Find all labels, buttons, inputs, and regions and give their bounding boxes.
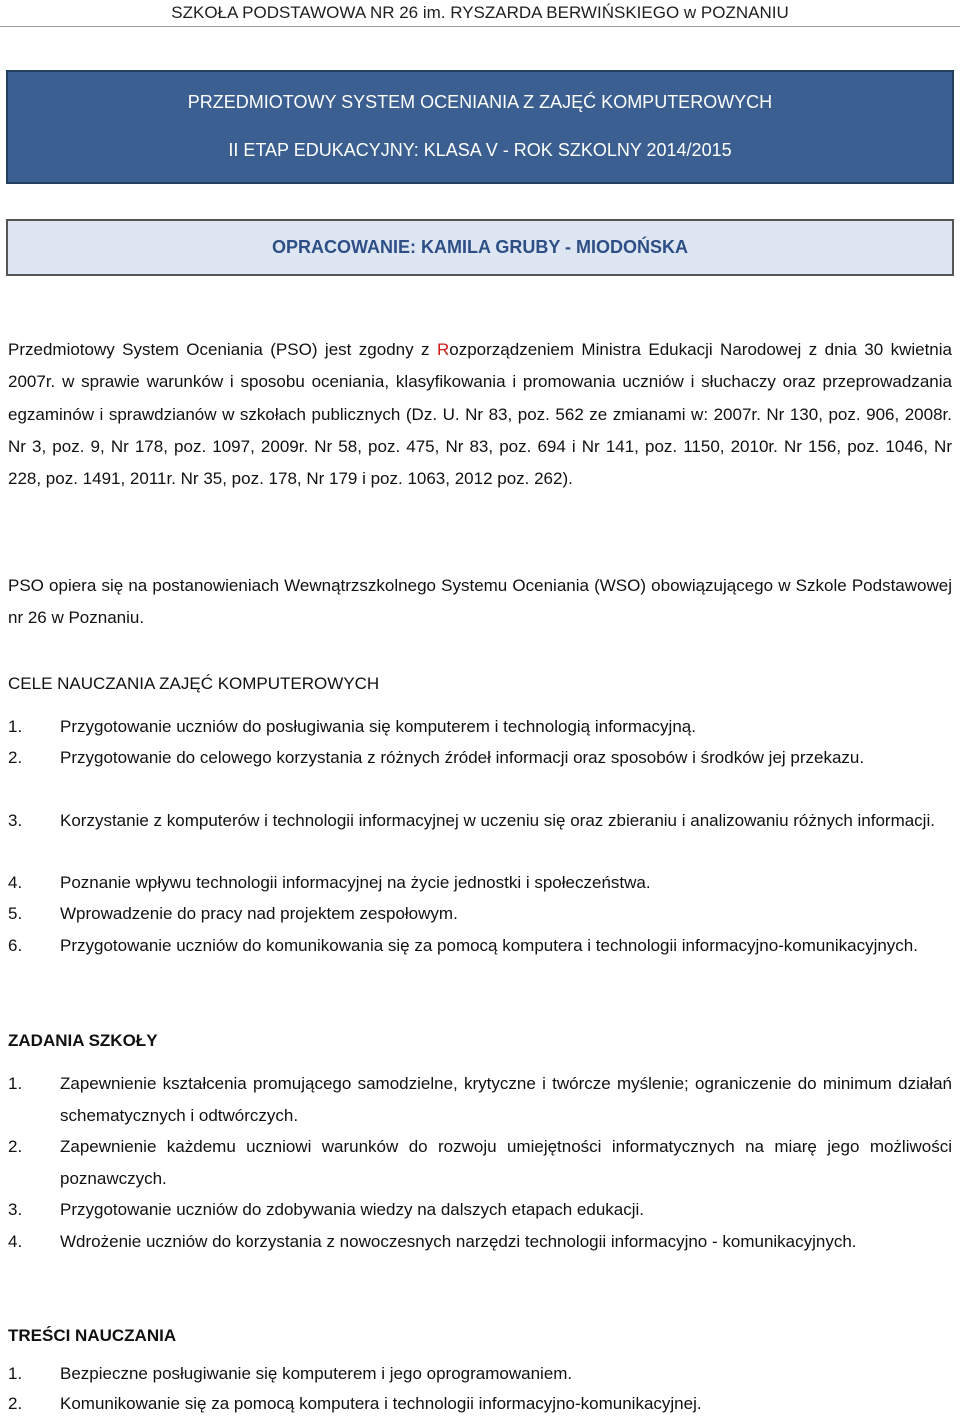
school-header: SZKOŁA PODSTAWOWA NR 26 im. RYSZARDA BERWIŃSKIEGO w POZNANIU [0,0,960,27]
intro-highlight-letter: R [436,340,450,359]
intro-text-after: ozporządzeniem Ministra Edukacji Narodowej z dnia 30 kwietnia 2007r. w sprawie warunków i sposobu oceniania, klasyfikowania i promowania uczniów i słuchaczy oraz przeprowadzania egzaminów i sprawdzianów w szkołach publicznych (Dz. U. Nr 83, poz. 562 ze zmianami w: 2007r. Nr 130, poz. 906, 2008r. Nr 3, poz. 9, Nr 178, poz. 1097, 2009r. Nr 58, poz. 475, Nr 83, poz. 694 i Nr 141, poz. 1150, 2010r. Nr 156, poz. 1046, Nr 228, poz. 1491, 2011r. Nr 35, poz. 178, Nr 179 i poz. 1063, 2012 poz. 262). [8,340,952,489]
list-text: Korzystanie z komputerów i technologii informacyjnej w uczeniu się oraz zbieraniu i analizowaniu różnych informacji. [60,811,935,830]
list-number: 4. [8,873,23,892]
list-text: Przygotowanie do celowego korzystania z różnych źródeł informacji oraz sposobów i środków jej przekazu. [60,748,865,767]
zadania-heading: ZADANIA SZKOŁY [8,1031,158,1050]
list-text: Przygotowanie uczniów do posługiwania się komputerem i technologią informacyjną. [60,717,696,736]
list-text: Poznanie wpływu technologii informacyjnej na życie jednostki i społeczeństwa. [60,873,651,892]
list-text: Zapewnienie kształcenia promującego samodzielne, krytyczne i twórcze myślenie; ograniczenie do minimum działań schematycznych i odtwórczych. [60,1074,952,1126]
list-number: 1. [8,1074,23,1093]
list-text: Komunikowanie się za pomocą komputera i technologii informacyjno-komunikacyjnej. [60,1394,702,1413]
list-text: Przygotowanie uczniów do komunikowania się za pomocą komputera i technologii informacyjno-komunikacyjnych. [60,936,918,955]
list-text: Przygotowanie uczniów do zdobywania wiedzy na dalszych etapach edukacji. [60,1200,645,1219]
list-number: 3. [8,811,23,830]
wso-paragraph: PSO opiera się na postanowieniach Wewnątrzszkolnego Systemu Oceniania (WSO) obowiązującego w Szkole Podstawowej nr 26 w Poznaniu. [8,576,952,628]
list-number: 2. [8,1137,23,1156]
list-text: Wprowadzenie do pracy nad projektem zespołowym. [60,904,458,923]
list-number: 4. [8,1232,23,1251]
list-number: 1. [8,717,23,736]
intro-text-before: Przedmiotowy System Oceniania (PSO) jest zgodny z [8,340,437,359]
title-line-1: PRZEDMIOTOWY SYSTEM OCENIANIA Z ZAJĘĆ KOMPUTEROWYCH [187,92,773,112]
list-number: 1. [8,1364,23,1383]
list-number: 2. [8,748,23,767]
list-text: Zapewnienie każdemu uczniowi warunków do rozwoju umiejętności informatycznych na miarę jego możliwości poznawczych. [60,1137,952,1189]
list-number: 2. [8,1394,23,1413]
cele-heading: CELE NAUCZANIA ZAJĘĆ KOMPUTEROWYCH [8,674,380,693]
list-text: Bezpieczne posługiwanie się komputerem i jego oprogramowaniem. [60,1364,573,1383]
list-number: 6. [8,936,23,955]
list-text: Wdrożenie uczniów do korzystania z nowoczesnych narzędzi technologii informacyjno - komunikacyjnych. [60,1232,857,1251]
list-number: 5. [8,904,23,923]
list-number: 3. [8,1200,23,1219]
title-banner [6,70,954,184]
intro-paragraph [8,334,952,495]
tresci-heading: TREŚCI NAUCZANIA [8,1326,177,1345]
author-banner: OPRACOWANIE: KAMILA GRUBY - MIODOŃSKA [6,219,954,276]
title-line-2: II ETAP EDUKACYJNY: KLASA V - ROK SZKOLNY 2014/2015 [228,140,732,160]
